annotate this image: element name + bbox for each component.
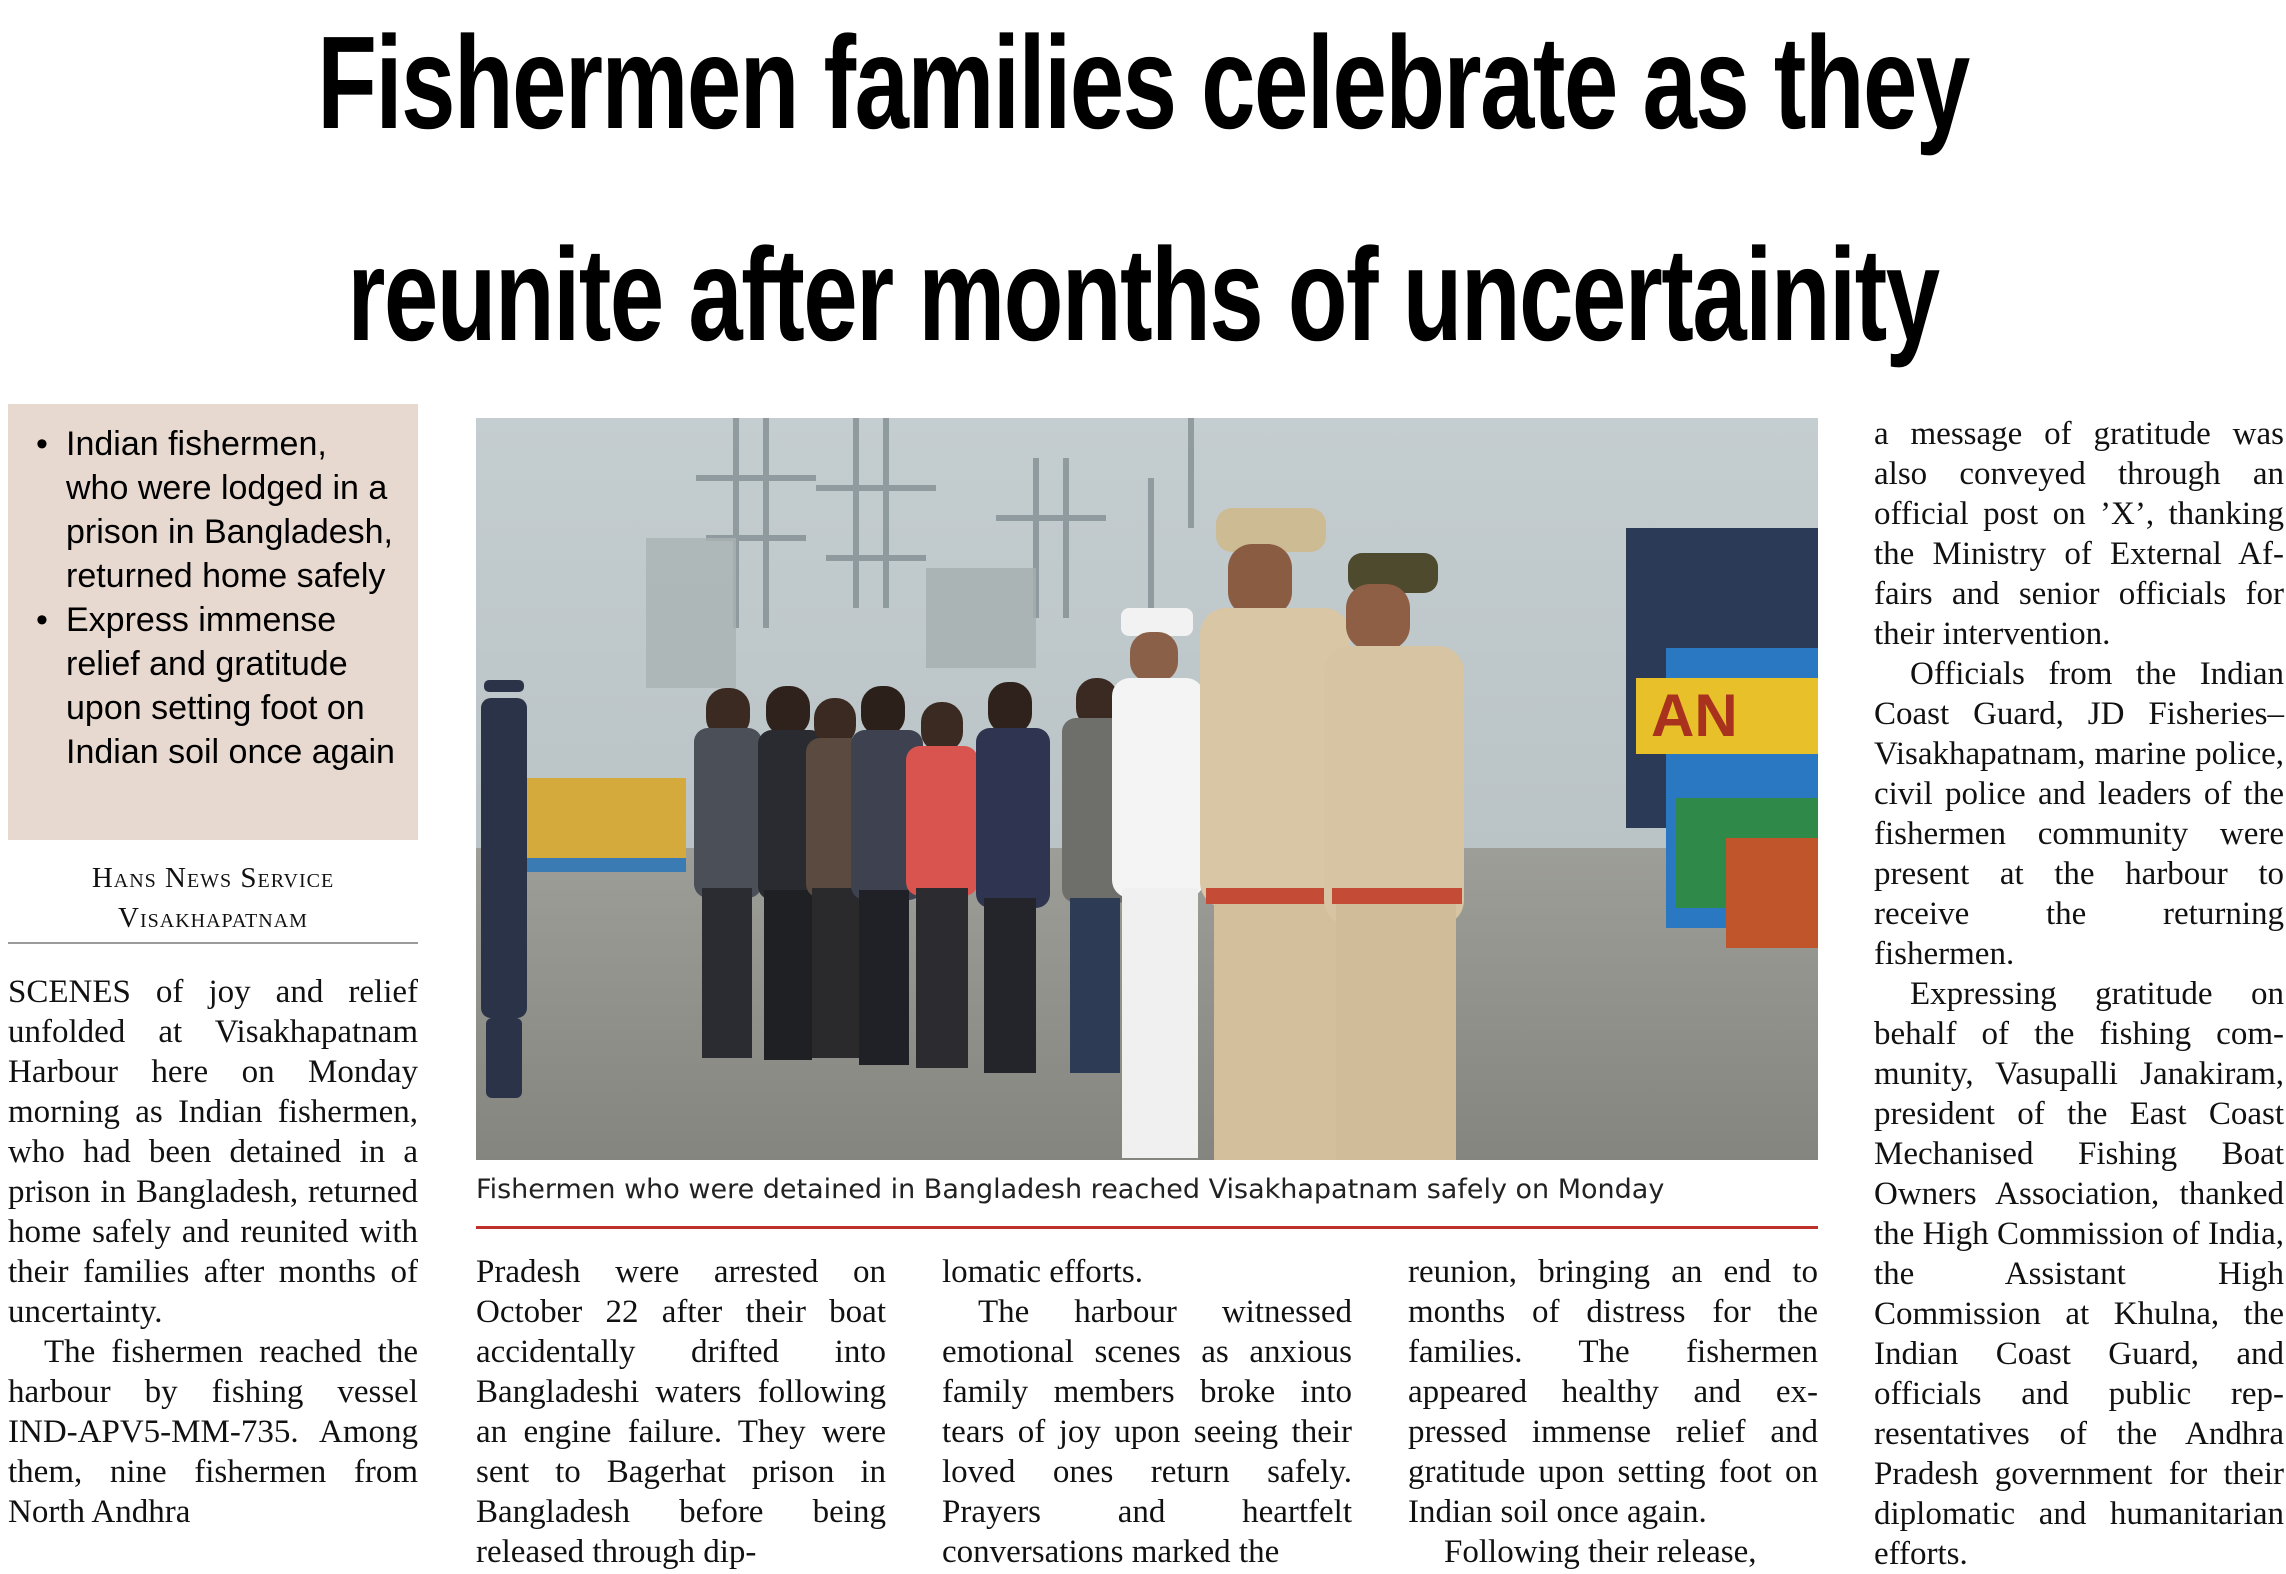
article-paragraph: a message of gratitude was also conveyed through an official post on ’X’, thanking the Ministry of External Affairs and senior officials for their intervention. — [1874, 416, 2284, 652]
article-paragraph: reunion, bringing an end to months of distress for the families. The fishermen appeared healthy and expressed immense relief and gratitude upon setting foot on Indian soil once again. — [1408, 1254, 1818, 1530]
article-paragraph: Officials from the Indian Coast Guard, JD Fisheries–Visakhapatnam, marine police, civil police and leaders of the fishermen community were present at the harbour to receive the returning fishermen. — [1874, 656, 2284, 972]
article-column-3 — [942, 1252, 1352, 1572]
news-photo — [476, 418, 1818, 1160]
article-paragraph: Expressing gratitude on behalf of the fishing community, Vasupalli Janakiram, president of the East Coast Mechanised Fishing Boat Owners Association, thanked the High Commission of India, the Assistant High Commission at Khulna, the Indian Coast Guard, and officials and public representatives of the Andhra Pradesh government for their diplomatic and humanitarian efforts. — [1874, 976, 2284, 1572]
article-paragraph: SCENES of joy and relief unfolded at Visakhapatnam Harbour here on Monday morning as Indian fishermen, who had been detained in a prison in Bangladesh, returned home safely and reunited with their families after months of uncertainty. — [8, 974, 418, 1330]
highlights-box — [8, 404, 418, 840]
highlight-text: Indian fishermen, who were lodged in a prison in Bangladesh, returned home safely — [66, 425, 394, 595]
highlight-item — [34, 598, 398, 774]
article-paragraph: The fishermen reached the harbour by fishing vessel IND-APV5-MM-735. Among them, nine fishermen from North Andhra — [8, 1334, 418, 1530]
article-paragraph: Pradesh were arrested on October 22 after their boat accidentally drifted into Bangladeshi waters following an engine failure. They were sent to Bagerhat prison in Bangladesh before being released through dip- — [476, 1254, 886, 1570]
article-paragraph: lomatic efforts. — [942, 1254, 1143, 1290]
highlight-item — [34, 422, 398, 598]
photo-caption: Fishermen who were detained in Bangladesh reached Visakhapatnam safely on Monday — [476, 1174, 1665, 1205]
bullet-icon: • — [36, 425, 48, 463]
article-column-4 — [1408, 1252, 1818, 1572]
article-column-2 — [476, 1252, 886, 1572]
byline-divider — [8, 942, 418, 944]
highlight-text: Express immense relief and gratitude upon setting foot on Indian soil once again — [66, 601, 395, 771]
boat-sign: AN — [1651, 682, 1738, 749]
byline — [8, 858, 418, 938]
article-column-5 — [1874, 414, 2284, 1574]
article-column-1 — [8, 972, 418, 1532]
article-paragraph: Following their release, — [1444, 1534, 1757, 1570]
headline-line-1: Fishermen families celebrate as they — [317, 9, 1969, 156]
headline-line-2: reunite after months of uncertainity — [347, 221, 1939, 368]
byline-place: Visakhapatnam — [118, 902, 308, 934]
byline-service: Hans News Service — [91, 862, 335, 894]
caption-divider — [476, 1226, 1818, 1229]
article-paragraph: The harbour witnessed emotional scenes as anxious family members broke into tears of joy upon seeing their loved ones return safely. Prayers and heartfelt conversations marked the — [942, 1294, 1352, 1570]
bullet-icon: • — [36, 601, 48, 639]
